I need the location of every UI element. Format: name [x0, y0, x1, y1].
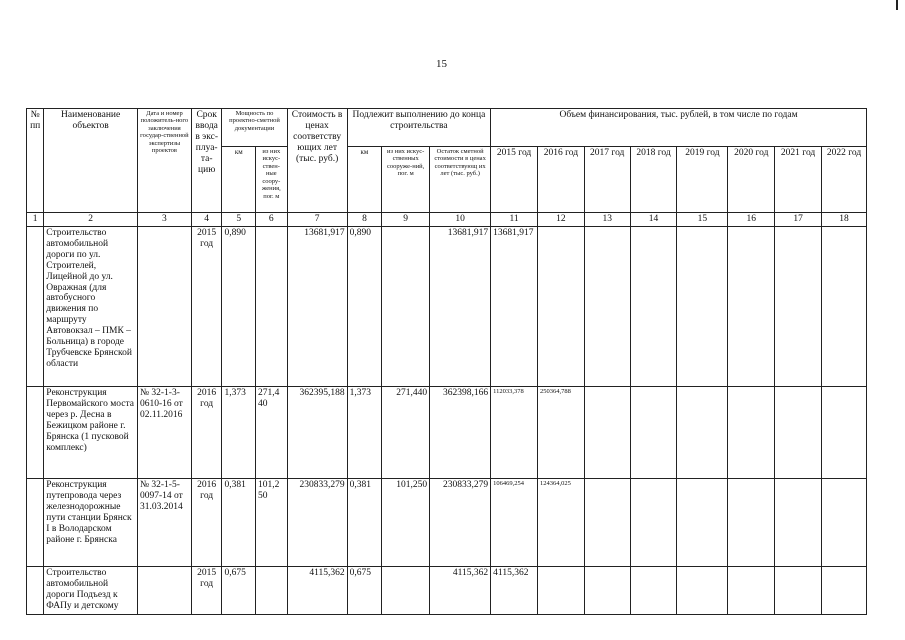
- capacity-artificial: 271,4 40: [256, 386, 288, 478]
- funding-2022: [822, 478, 867, 566]
- expertise: № 32-1-3-0610-16 от 02.11.2016: [137, 386, 191, 478]
- table-row: [27, 566, 867, 614]
- funding-2017: [584, 478, 630, 566]
- column-number: 13: [584, 213, 630, 227]
- cost: 13681,917: [287, 226, 347, 386]
- row-number: [27, 386, 44, 478]
- funding-2020: [728, 386, 775, 478]
- remaining-km: 0,675: [347, 566, 382, 614]
- remaining-cost: 362398,166: [430, 386, 491, 478]
- column-number: 10: [430, 213, 491, 227]
- header-capacity: Мощность по проектно-сметной документации: [222, 109, 287, 147]
- funding-2020: [728, 226, 775, 386]
- remaining-artificial: 271,440: [382, 386, 430, 478]
- capacity-artificial: [256, 226, 288, 386]
- remaining-artificial: [382, 566, 430, 614]
- header-name: Наименование объектов: [44, 109, 138, 213]
- header-year-2022: 2022 год: [822, 147, 867, 213]
- funding-2019: [677, 386, 728, 478]
- column-number: 9: [382, 213, 430, 227]
- page-number: 15: [436, 58, 447, 70]
- funding-2022: [822, 566, 867, 614]
- funding-2019: [677, 226, 728, 386]
- header-capacity-km: км: [222, 147, 256, 213]
- funding-2022: [822, 226, 867, 386]
- remaining-km: 1,373: [347, 386, 382, 478]
- funding-2019: [677, 478, 728, 566]
- header-remaining-artificial: из них искус-ственных сооруже-ний, пог. м: [382, 147, 430, 213]
- cost: 4115,362: [287, 566, 347, 614]
- funding-2015: 13681,917: [491, 226, 538, 386]
- funding-2015: 4115,362: [491, 566, 538, 614]
- construction-objects-table: [26, 108, 867, 615]
- object-name: Реконструкция путепровода через железнодорожные пути станции Брянск I в Володарском районе г. Брянска: [44, 478, 138, 566]
- table-row: [27, 386, 867, 478]
- capacity-km: 0,675: [222, 566, 256, 614]
- column-number: 8: [347, 213, 382, 227]
- funding-2016: [538, 226, 585, 386]
- object-name: Строительство автомобильной дороги по ул. Строителей, Лицейной до ул. Овражная (для автобусного движения по маршруту Автовокзал – ПМК – Больница) в городе Трубчевске Брянской области: [44, 226, 138, 386]
- expertise: № 32-1-5-0097-14 от 31.03.2014: [137, 478, 191, 566]
- header-year-2021: 2021 год: [775, 147, 822, 213]
- funding-2021: [775, 386, 822, 478]
- header-funding: Объем финансирования, тыс. рублей, в том числе по годам: [491, 109, 867, 147]
- remaining-artificial: 101,250: [382, 478, 430, 566]
- funding-2021: [775, 226, 822, 386]
- header-year-2018: 2018 год: [630, 147, 677, 213]
- header-remaining-km: км: [347, 147, 382, 213]
- column-number: 12: [538, 213, 585, 227]
- funding-2016: 250364,788: [538, 386, 585, 478]
- funding-2018: [630, 226, 677, 386]
- expertise: [137, 566, 191, 614]
- capacity-km: 0,381: [222, 478, 256, 566]
- column-number: 4: [191, 213, 222, 227]
- funding-2020: [728, 566, 775, 614]
- column-number: 7: [287, 213, 347, 227]
- column-number: 17: [775, 213, 822, 227]
- row-number: [27, 566, 44, 614]
- header-term: Срок ввода в экс-плуа-та-цию: [191, 109, 222, 213]
- funding-2021: [775, 566, 822, 614]
- commission-term: 2016 год: [191, 478, 222, 566]
- capacity-km: 1,373: [222, 386, 256, 478]
- table-row: [27, 226, 867, 386]
- header-year-2017: 2017 год: [584, 147, 630, 213]
- header-expertise: Дата и номер положитель-ного заключения государ-ственной экспертизы проектов: [137, 109, 191, 213]
- capacity-artificial: [256, 566, 288, 614]
- funding-2015: 112033,378: [491, 386, 538, 478]
- funding-2017: [584, 226, 630, 386]
- expertise: [137, 226, 191, 386]
- header-remaining: Подлежит выполнению до конца строительства: [347, 109, 491, 147]
- cost: 362395,188: [287, 386, 347, 478]
- column-number: 2: [44, 213, 138, 227]
- row-number: [27, 478, 44, 566]
- funding-2020: [728, 478, 775, 566]
- funding-2022: [822, 386, 867, 478]
- column-number: 1: [27, 213, 44, 227]
- commission-term: 2016 год: [191, 386, 222, 478]
- header-cost: Стоимость в ценах соответству ющих лет (тыс. руб.): [287, 109, 347, 213]
- header-year-2019: 2019 год: [677, 147, 728, 213]
- remaining-cost: 230833,279: [430, 478, 491, 566]
- header-year-2020: 2020 год: [728, 147, 775, 213]
- funding-2018: [630, 566, 677, 614]
- funding-2015: 106469,254: [491, 478, 538, 566]
- column-number: 3: [137, 213, 191, 227]
- header-row-1: [27, 109, 867, 147]
- header-remaining-cost: Остаток сметной стоимости в ценах соответствующ их лет (тыс. руб.): [430, 147, 491, 213]
- column-number: 18: [822, 213, 867, 227]
- column-number: 15: [677, 213, 728, 227]
- capacity-artificial: 101,2 50: [256, 478, 288, 566]
- table-row: [27, 478, 867, 566]
- funding-2021: [775, 478, 822, 566]
- funding-2019: [677, 566, 728, 614]
- funding-2018: [630, 386, 677, 478]
- funding-2017: [584, 386, 630, 478]
- object-name: Строительство автомобильной дороги Подъезд к ФАПу и детскому: [44, 566, 138, 614]
- object-name: Реконструкция Первомайского моста через р. Десна в Бежицком районе г. Брянска (1 пусковой комплекс): [44, 386, 138, 478]
- capacity-km: 0,890: [222, 226, 256, 386]
- cost: 230833,279: [287, 478, 347, 566]
- funding-2018: [630, 478, 677, 566]
- header-year-2015: 2015 год: [491, 147, 538, 213]
- funding-2016: [538, 566, 585, 614]
- column-number: 14: [630, 213, 677, 227]
- header-no: № пп: [27, 109, 44, 213]
- remaining-km: 0,381: [347, 478, 382, 566]
- remaining-artificial: [382, 226, 430, 386]
- margin-mark: [896, 0, 898, 10]
- header-year-2016: 2016 год: [538, 147, 585, 213]
- column-number: 6: [256, 213, 288, 227]
- commission-term: 2015 год: [191, 566, 222, 614]
- commission-term: 2015 год: [191, 226, 222, 386]
- row-number: [27, 226, 44, 386]
- funding-2017: [584, 566, 630, 614]
- funding-2016: 124364,025: [538, 478, 585, 566]
- column-number: 11: [491, 213, 538, 227]
- header-capacity-artificial: из них искус-ствен-ные соору-жения, пог. м: [256, 147, 288, 213]
- column-number: 5: [222, 213, 256, 227]
- remaining-cost: 4115,362: [430, 566, 491, 614]
- column-number-row: [27, 213, 867, 227]
- remaining-km: 0,890: [347, 226, 382, 386]
- column-number: 16: [728, 213, 775, 227]
- remaining-cost: 13681,917: [430, 226, 491, 386]
